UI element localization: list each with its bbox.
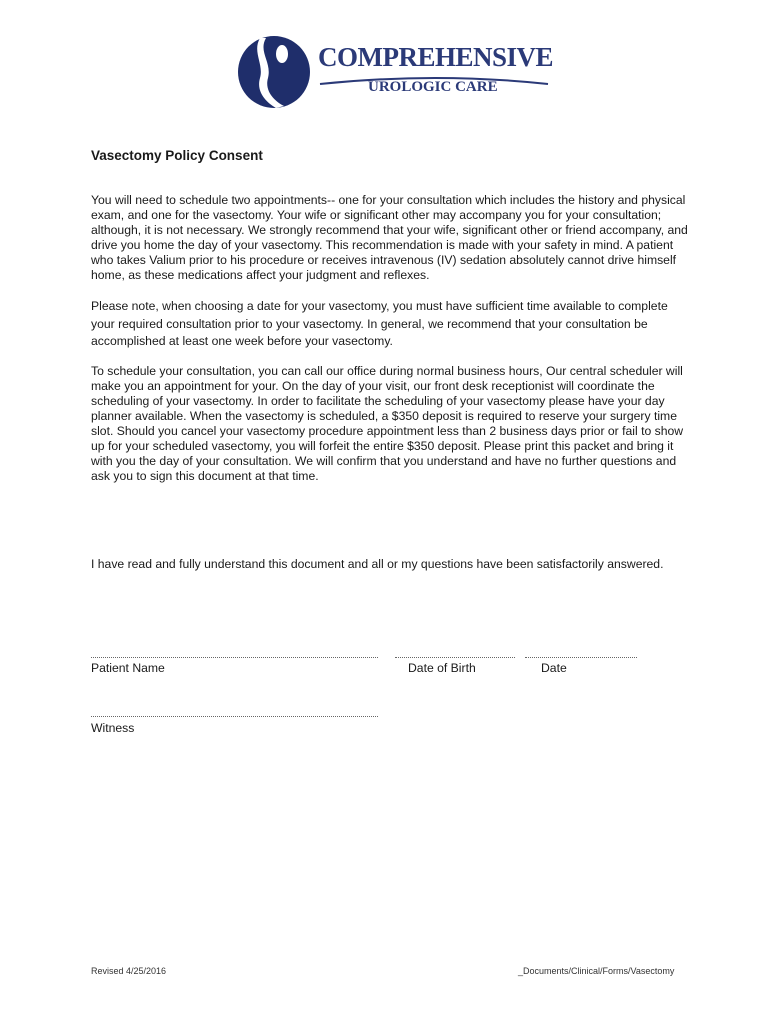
date-signature-line[interactable] [525, 657, 637, 658]
brand-subtitle: UROLOGIC CARE [368, 79, 498, 95]
logo-swoosh [236, 32, 566, 112]
brand-name: COMPREHENSIVE [318, 42, 554, 72]
paragraph-appointments: You will need to schedule two appointments-- one for your consultation which includes the history and physical exam, and one for the vasectomy. Your wife or significant other may accompany you for your consultation; although, it is not necessary. We strongly recommend that your wife, significant other or friend accompany, and drive you home the day of your vasectomy. This recommendation is made with your safety in mind. A patient who takes Valium prior to his procedure or receives intravenous (IV) sedation absolutely cannot drive himself home, as these medications affect your judgment and reflexes. [91, 193, 688, 282]
witness-label: Witness [91, 721, 135, 735]
company-logo [236, 32, 566, 112]
paragraph-deposit-policy: To schedule your consultation, you can call our office during normal business hours, Our central scheduler will make you an appointment for your. On the day of your visit, our front desk receptionist will coordinate the scheduling of your vasectomy. In order to facilitate the scheduling of your vasectomy please have your day planner available. When the vasectomy is scheduled, a $350 deposit is required to reserve your surgery time slot. Should you cancel your vasectomy procedure appointment less than 2 business days prior or fail to show up for your scheduled vasectomy, you will forfeit the entire $350 deposit. Please print this packet and bring it with you the day of your consultation. We will confirm that you understand and have no further questions and ask you to sign this document at that time. [91, 364, 684, 483]
date-of-birth-signature-line[interactable] [395, 657, 515, 658]
document-title: Vasectomy Policy Consent [91, 148, 263, 163]
paragraph-acknowledgement: I have read and fully understand this document and all or my questions have been satisfactorily answered. [91, 557, 664, 571]
witness-signature-line[interactable] [91, 716, 378, 717]
patient-name-signature-line[interactable] [91, 657, 378, 658]
footer-revised-date: Revised 4/25/2016 [91, 966, 167, 976]
date-of-birth-label: Date of Birth [408, 661, 476, 675]
date-label: Date [541, 661, 567, 675]
footer-document-path: _Documents/Clinical/Forms/Vasectomy [518, 966, 675, 976]
patient-name-label: Patient Name [91, 661, 165, 675]
paragraph-scheduling-note: Please note, when choosing a date for your vasectomy, you must have sufficient time available to complete your required consultation prior to your vasectomy. In general, we recommend that your consultation be accomplished at least one week before your vasectomy. [91, 299, 668, 348]
